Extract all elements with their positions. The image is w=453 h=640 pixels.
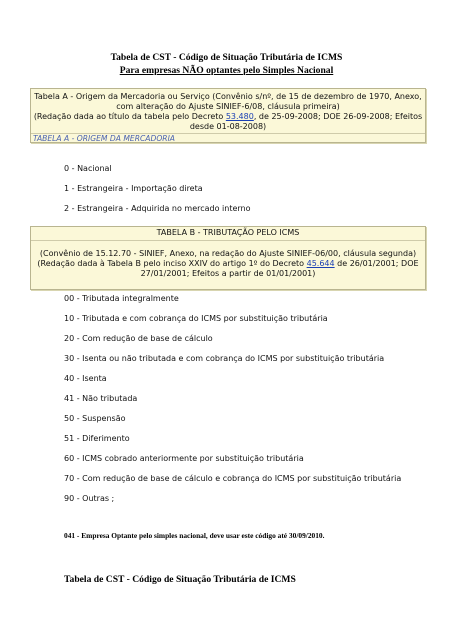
table-b-line2-pre: (Redação dada à Tabela B pelo inciso XXIV do artigo 1º do Decreto <box>37 259 307 268</box>
decree-45644-link[interactable]: 45.644 <box>306 259 335 268</box>
table-b-heading: TABELA B - TRIBUTAÇÃO PELO ICMS <box>156 228 300 237</box>
list-item-cst-51: 51 - Diferimento <box>64 434 130 443</box>
table-b-divider <box>31 240 425 241</box>
table-b-line3: 27/01/2001; Efeitos a partir de 01/01/2001) <box>140 269 316 278</box>
decree-53480-link[interactable]: 53.480 <box>225 112 254 121</box>
list-item-cst-20: 20 - Com redução de base de cálculo <box>64 334 213 343</box>
footer-title: Tabela de CST - Código de Situação Tributária de ICMS <box>64 574 296 585</box>
table-b-line2 <box>31 259 425 269</box>
simples-nacional-note: 041 - Empresa Optante pelo simples nacional, deve usar este código até 30/09/2010. <box>64 531 325 540</box>
page-title: Tabela de CST - Código de Situação Tributária de ICMS <box>110 52 343 63</box>
page-subtitle: Para empresas NÃO optantes pelo Simples Nacional <box>119 65 334 76</box>
table-b-body <box>31 249 425 279</box>
table-a-line2: com alteração do Ajuste SINIEF-6/08, cláusula primeira) <box>116 102 340 111</box>
table-a-sub-label: TABELA A - ORIGEM DA MERCADORIA <box>33 134 176 143</box>
table-a-line1: Tabela A - Origem da Mercadoria ou Serviço (Convênio s/nº, de 15 de dezembro de 1970, Anexo, <box>34 92 422 101</box>
table-b-line2-post: de 26/01/2001; DOE <box>334 259 419 268</box>
table-a-box <box>30 88 426 143</box>
list-item-cst-90: 90 - Outras ; <box>64 494 115 503</box>
table-b-box <box>30 226 426 290</box>
list-item-cst-60: 60 - ICMS cobrado anteriormente por substituição tributária <box>64 454 304 463</box>
table-a-header <box>31 89 425 132</box>
list-item-origin-1: 1 - Estrangeira - Importação direta <box>64 184 203 193</box>
table-a-line4: desde 01-08-2008) <box>189 122 267 131</box>
table-a-line3-pre: (Redação dada ao título da tabela pelo Decreto <box>33 112 226 121</box>
list-item-cst-41: 41 - Não tributada <box>64 394 138 403</box>
list-item-cst-10: 10 - Tributada e com cobrança do ICMS por substituição tributária <box>64 314 328 323</box>
table-b-line1: (Convênio de 15.12.70 - SINIEF, Anexo, na redação do Ajuste SINIEF-06/00, cláusula segunda) <box>39 249 417 258</box>
table-a-line3 <box>31 112 425 122</box>
list-item-cst-50: 50 - Suspensão <box>64 414 126 423</box>
list-item-origin-0: 0 - Nacional <box>64 164 112 173</box>
list-item-cst-30: 30 - Isenta ou não tributada e com cobrança do ICMS por substituição tributária <box>64 354 385 363</box>
list-item-cst-70: 70 - Com redução de base de cálculo e cobrança do ICMS por substituição tributária <box>64 474 402 483</box>
list-item-cst-40: 40 - Isenta <box>64 374 107 383</box>
table-a-line3-post: , de 25-09-2008; DOE 26-09-2008; Efeitos <box>253 112 423 121</box>
list-item-origin-2: 2 - Estrangeira - Adquirida no mercado interno <box>64 204 251 213</box>
list-item-cst-00: 00 - Tributada integralmente <box>64 294 179 303</box>
